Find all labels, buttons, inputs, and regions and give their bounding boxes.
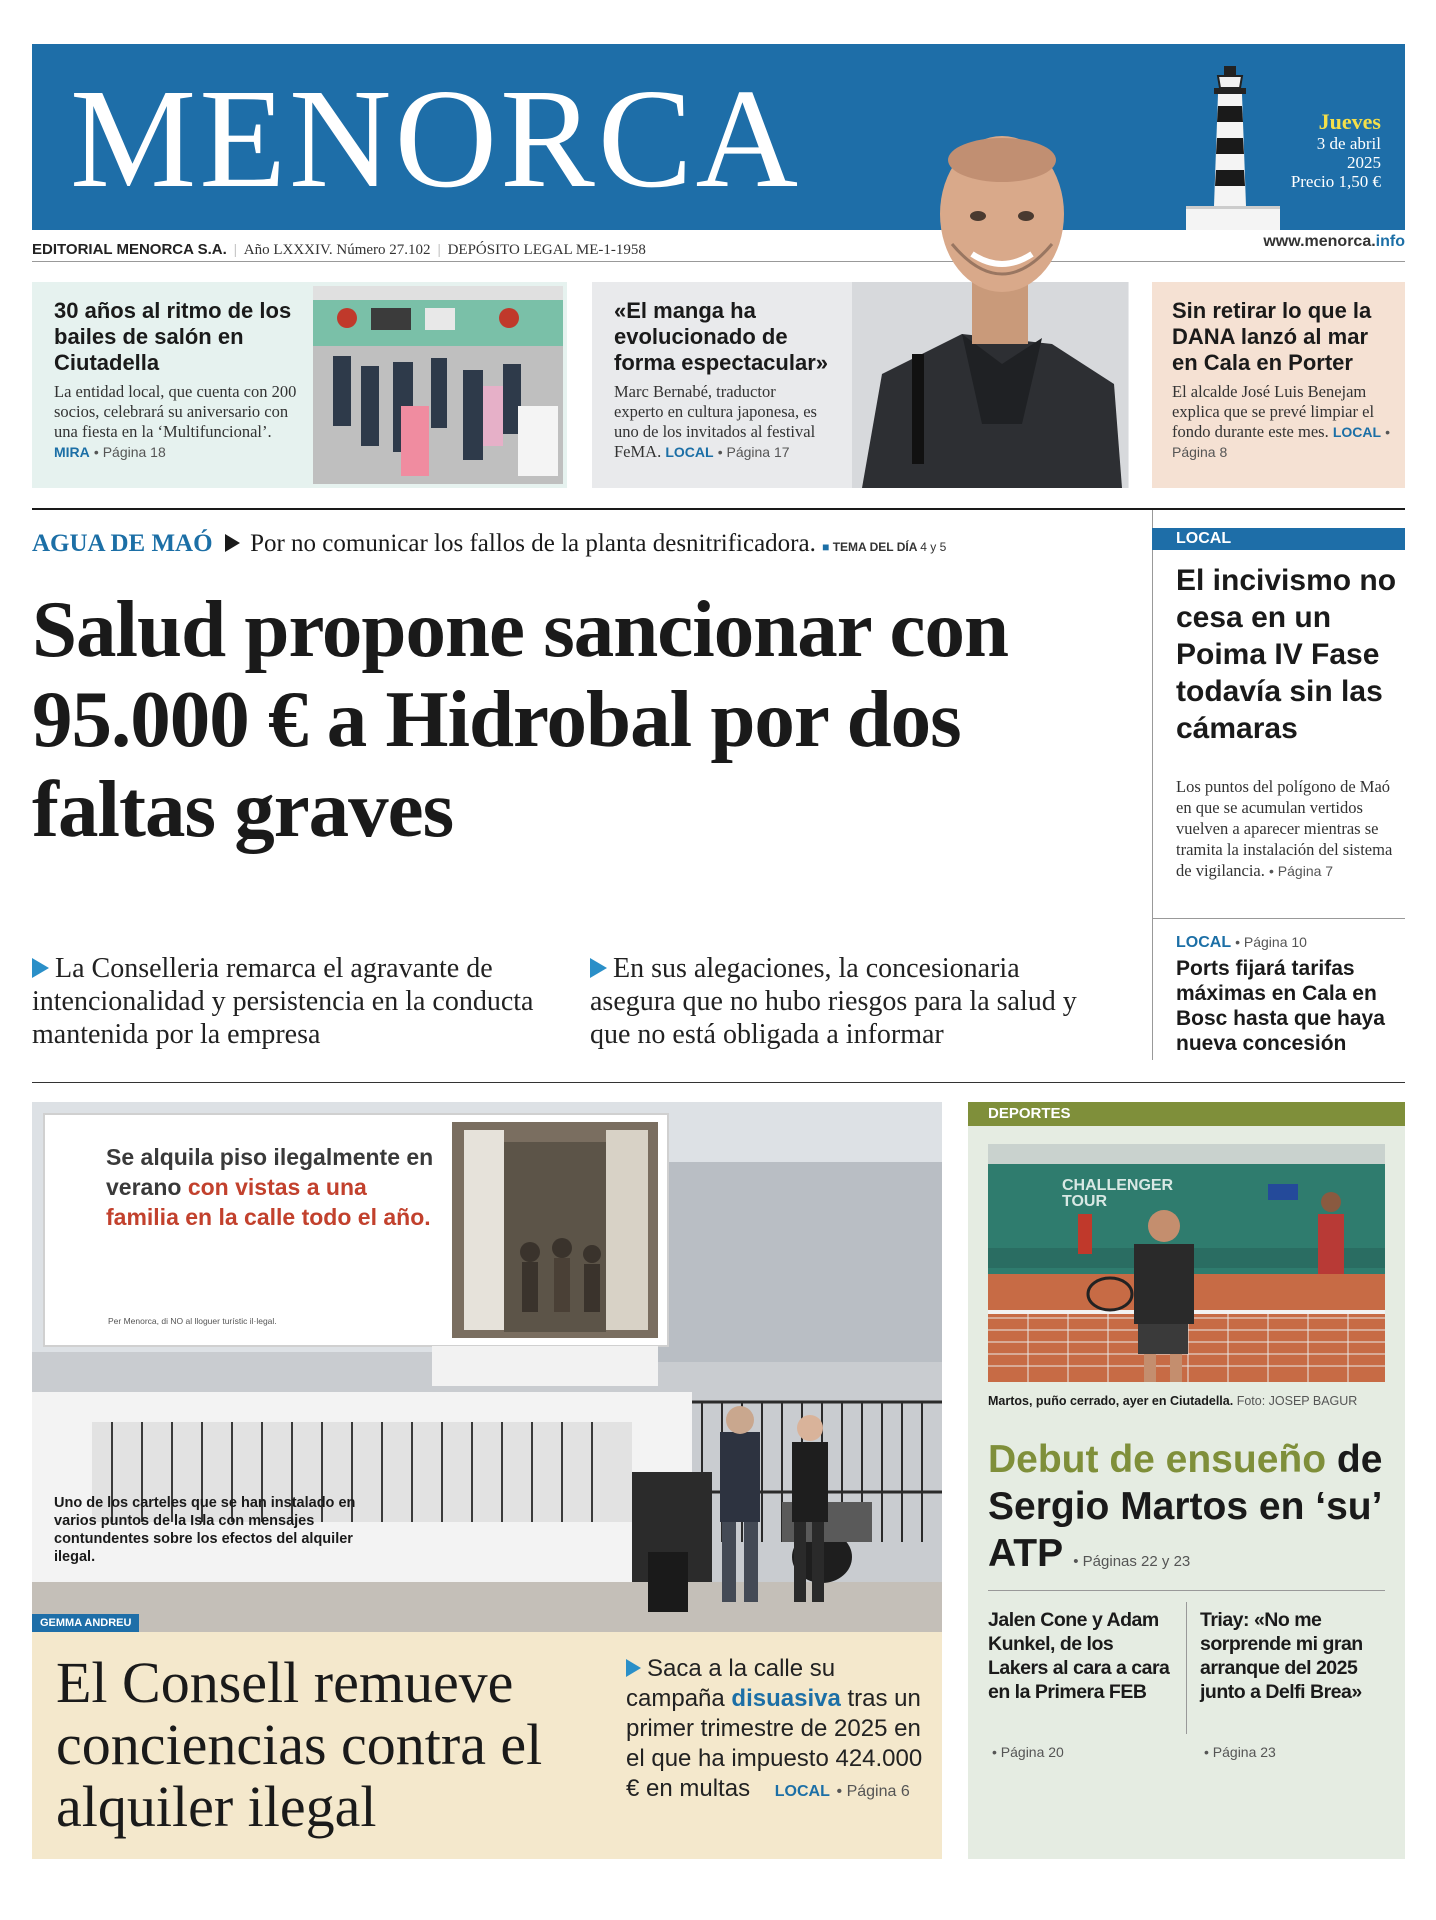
kicker-section: ■ TEMA DEL DÍA 4 y 5 (822, 540, 947, 554)
page-ref: • Página 6 (836, 1783, 910, 1800)
website-main: www.menorca. (1263, 233, 1376, 250)
date-day: Jueves (1318, 109, 1381, 134)
page-ref: • Página 17 (717, 444, 790, 460)
main-headline[interactable]: Salud propone sancionar con 95.000 € a Hidrobal por dos faltas graves (32, 584, 1009, 854)
legal-deposit: DEPÓSITO LEGAL ME-1-1958 (447, 242, 646, 258)
page-ref: • Página 20 (992, 1744, 1064, 1760)
billboard-line-1: Se alquila piso ilegalmente en verano (106, 1144, 434, 1200)
play-triangle-icon (626, 1659, 641, 1677)
teaser-ballroom-dancing[interactable] (32, 282, 567, 488)
side-text (1176, 776, 1404, 882)
section-tag: LOCAL (774, 1783, 830, 1800)
side2-headline: Ports fijará tarifas máximas en Cala en Bosc hasta que haya nueva concesión (1176, 957, 1385, 1055)
divider (988, 1590, 1385, 1591)
section-tag: LOCAL (1332, 424, 1382, 440)
play-triangle-icon (225, 534, 240, 552)
date-price-block (1221, 110, 1381, 191)
page-ref: • Página 7 (1269, 863, 1334, 879)
deck-bold: disuasiva (731, 1685, 841, 1712)
photo-credit: GEMMA ANDREU (32, 1614, 139, 1632)
side-story-2[interactable] (1176, 934, 1406, 1056)
billboard-slogan: Per Menorca, di NO al lloguer turístic il·legal. (108, 1316, 277, 1326)
feature-deck (626, 1654, 926, 1807)
section-bar-deportes: DEPORTES (968, 1102, 1405, 1126)
sports-section (968, 1102, 1405, 1859)
headline-accent: Debut de ensueño (988, 1438, 1327, 1481)
main-bullet-1 (32, 952, 552, 1051)
masthead (32, 44, 1405, 230)
website-tld: info (1375, 233, 1405, 250)
teaser-dana-cala-en-porter[interactable] (1152, 282, 1405, 488)
side-headline[interactable]: El incivismo no cesa en un Poima IV Fase todavía sin las cámaras (1176, 564, 1397, 745)
tennis-photo (988, 1144, 1385, 1382)
sports-caption (988, 1392, 1388, 1410)
website-link[interactable] (1263, 230, 1405, 254)
bullet-triangle-icon (590, 958, 607, 978)
kicker-tag: AGUA DE MAÓ (32, 530, 213, 557)
feature-headline[interactable]: El Consell remueve conciencias contra el alquiler ilegal (56, 1650, 543, 1839)
divider (1186, 1602, 1187, 1734)
teaser-text (614, 382, 829, 462)
side-body: Los puntos del polígono de Maó en que se acumulan vertidos vuelven a aparecer mientras se tramita la instalación del sistema de vigilancia. (1176, 777, 1393, 880)
deck-text-2: tras un primer trimestre de 2025 en el que ha impuesto 424.000 € en multas (626, 1685, 923, 1802)
main-bullet-2 (590, 952, 1110, 1051)
dance-hall-photo (313, 286, 563, 484)
newspaper-logo[interactable]: MENORCA (70, 59, 802, 217)
feature-illegal-rental (32, 1102, 942, 1859)
year: 2025 (1347, 153, 1381, 172)
page-ref: • Páginas 22 y 23 (1073, 1553, 1191, 1570)
teaser-text (54, 382, 304, 462)
publisher: EDITORIAL MENORCA S.A. (32, 241, 227, 258)
column-divider (1152, 510, 1153, 1060)
photo-credit: Foto: JOSEP BAGUR (1236, 1394, 1358, 1408)
caption-text: Martos, puño cerrado, ayer en Ciutadella. (988, 1394, 1234, 1408)
teaser-body: La entidad local, que cuenta con 200 socios, celebrará su aniversario con una fiesta en la ‘Multifuncional’. (54, 382, 297, 441)
teaser-body: Marc Bernabé, traductor experto en cultura japonesa, es uno de los invitados al festival FeMA. (614, 382, 817, 461)
deck-text-1: Saca a la calle su campaña (626, 1655, 836, 1712)
section-tag: MIRA (54, 444, 90, 460)
bullet-triangle-icon (32, 958, 49, 978)
sports-headline[interactable] (988, 1436, 1398, 1585)
page-ref: • Página 18 (93, 444, 166, 460)
section-tag: LOCAL (665, 444, 714, 460)
teaser-headline: Sin retirar lo que la DANA lanzó al mar en Cala en Porter (1172, 298, 1372, 375)
kicker-text: Por no comunicar los fallos de la planta desnitrificadora. (250, 530, 816, 557)
section-bar-local: LOCAL (1152, 528, 1405, 550)
kicker-section-label: TEMA DEL DÍA (832, 540, 917, 554)
page-ref: • Página 8 (1172, 424, 1391, 460)
bullet-text: La Conselleria remarca el agravante de intencionalidad y persistencia en la conducta mantenida por la empresa (32, 953, 534, 1050)
sports-brief-triay[interactable]: Triay: «No me sorprende mi gran arranque del 2025 junto a Delfi Brea» (1200, 1609, 1363, 1703)
billboard-text (106, 1142, 436, 1232)
billboard-line-2: con vistas a una familia en la calle todo el año. (106, 1174, 431, 1230)
teaser-headline: 30 años al ritmo de los bailes de salón en Ciutadella (54, 298, 292, 375)
page-ref: • Página 10 (1235, 934, 1307, 950)
sports-brief-lakers[interactable]: Jalen Cone y Adam Kunkel, de los Lakers al cara a cara en la Primera FEB (988, 1609, 1170, 1703)
bullet-text: En sus alegaciones, la concesionaria asegura que no hubo riesgos para la salud y que no está obligada a informar (590, 953, 1077, 1050)
divider (32, 508, 1405, 510)
marc-bernabe-portrait (852, 124, 1128, 488)
page-ref: • Página 23 (1204, 1744, 1276, 1760)
section-tag: LOCAL (1176, 934, 1232, 951)
divider (32, 1082, 1405, 1083)
issue-number: Año LXXXIV. Número 27.102 (243, 242, 431, 258)
edition-info-line: EDITORIAL MENORCA S.A. | Año LXXXIV. Número 27.102 | DEPÓSITO LEGAL ME-1-1958 www.menorca.info (32, 238, 1405, 262)
teaser-body: El alcalde José Luis Benejam explica que se prevé limpiar el fondo durante este mes. (1172, 382, 1375, 441)
date: 3 de abril (1316, 134, 1381, 153)
photo-caption: Uno de los carteles que se han instalado en varios puntos de la Isla con mensajes contundentes sobre los efectos del alquiler ilegal. (54, 1495, 356, 1565)
photo-sign: CHALLENGER TOUR (1062, 1177, 1174, 1210)
teaser-headline: «El manga ha evolucionado de forma espectacular» (614, 298, 828, 375)
kicker-pages: 4 y 5 (920, 540, 947, 554)
teaser-text (1172, 382, 1392, 462)
divider (1152, 918, 1405, 919)
price: Precio 1,50 € (1290, 172, 1381, 191)
main-kicker (32, 528, 946, 563)
headline-rest: de Sergio Martos en ‘su’ ATP (988, 1438, 1383, 1575)
